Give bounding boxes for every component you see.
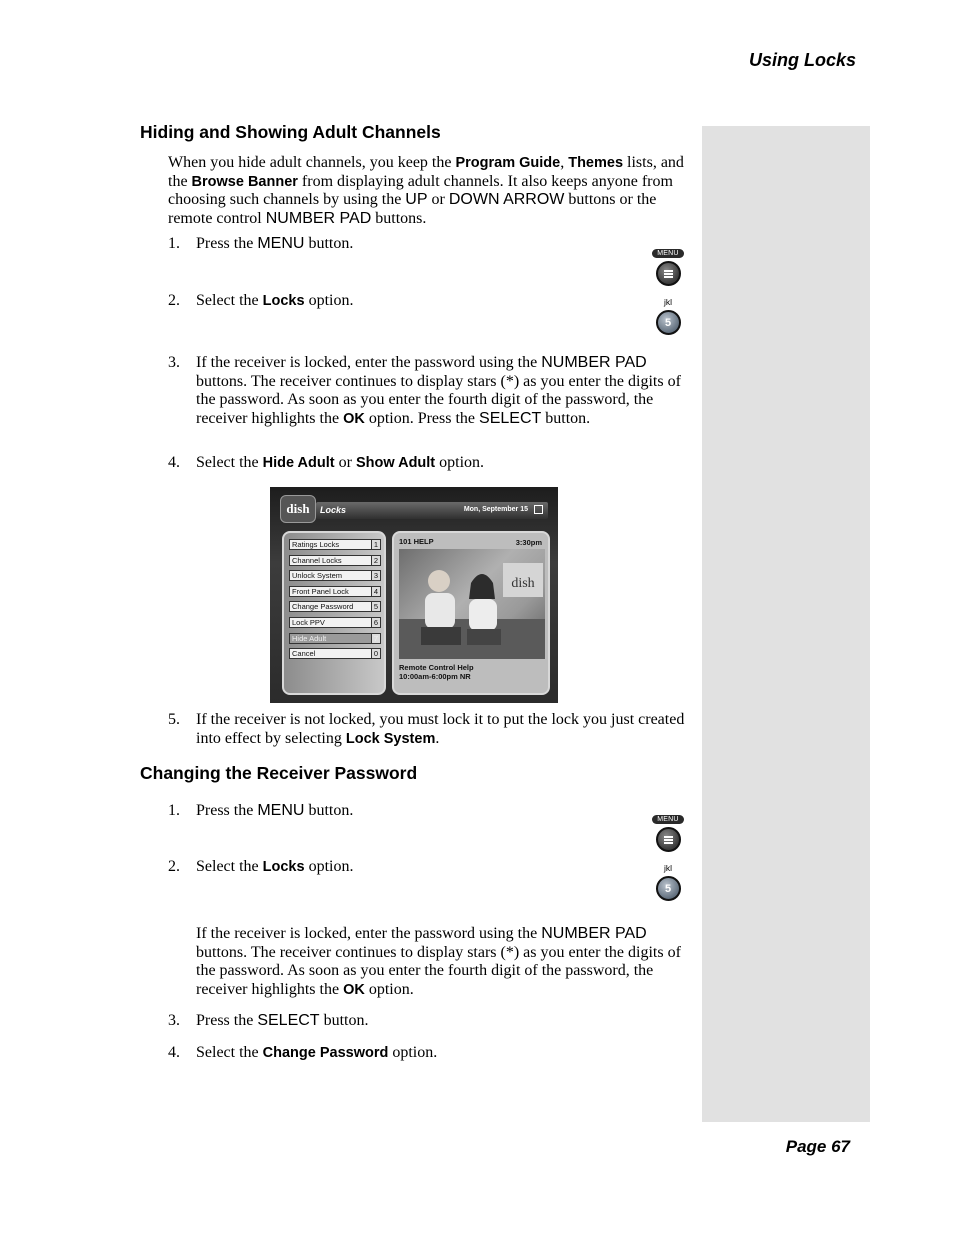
locks-menu-item: Hide Adult 7: [289, 633, 381, 644]
locks-menu-item: Front Panel Lock 4: [289, 586, 381, 597]
page-number: Page 67: [785, 1137, 850, 1156]
locks-menu-item: Ratings Locks 1: [289, 539, 381, 550]
program-info-panel: 101 HELP 3:30pm dish Remote Control Help 10:00am-6:00pm NR: [392, 531, 550, 695]
locks-menu-item: Cancel 0: [289, 648, 381, 659]
menu-button-icon: MENU: [650, 249, 686, 286]
section-heading-change-password: Changing the Receiver Password: [140, 763, 418, 783]
step2-select-locks: 2. Select the Locks option.: [168, 858, 354, 875]
running-head: Using Locks: [748, 50, 856, 70]
tv-icon: [534, 505, 543, 514]
intro-paragraph: When you hide adult channels, you keep the Program Guide, Themes lists, and the Browse Banner from displaying adult channels. It also keeps anyone from choosing such channels by using the UP or DOWN ARROW buttons or the remote control NUMBER PAD buttons.: [168, 154, 684, 228]
step2-press-select: 3. Press the SELECT button.: [168, 1012, 369, 1029]
svg-text:dish: dish: [511, 576, 535, 591]
step-press-menu: 1. Press the MENU button.: [168, 235, 354, 252]
locks-menu-screenshot: [270, 487, 558, 703]
step2-press-menu: 1. Press the MENU button.: [168, 802, 354, 819]
number-5-button-icon: jkl 5: [650, 298, 686, 335]
step-select-hide-adult: 4. Select the Hide Adult or Show Adult option.: [168, 454, 485, 471]
dish-logo: dish: [280, 495, 316, 523]
step-lock-system: 5. If the receiver is not locked, you must lock it to put the lock you just created into effect by selecting Lock System.: [168, 711, 685, 747]
locks-menu-item: Lock PPV 6: [289, 617, 381, 628]
locks-menu-item: Change Password 5: [289, 601, 381, 612]
password-note: If the receiver is locked, enter the password using the NUMBER PAD buttons. The receiver continues to display stars (*) as you enter the digits of the password. As soon as you enter the fourth digit of the password, the receiver highlights the OK option.: [196, 925, 681, 999]
screen-title-bar: Locks Mon, September 15: [316, 502, 548, 519]
locks-menu-item: Unlock System 3: [289, 570, 381, 581]
step-select-locks: 2. Select the Locks option.: [168, 292, 354, 309]
locks-menu-item: Channel Locks 2: [289, 555, 381, 566]
margin-sidebar: [702, 126, 870, 1122]
section-heading-hide-adult: Hiding and Showing Adult Channels: [140, 122, 441, 142]
step2-select-change-password: 4. Select the Change Password option.: [168, 1044, 438, 1061]
locks-menu-list: [282, 531, 386, 695]
video-preview: [399, 549, 545, 659]
step-enter-password: 3. If the receiver is locked, enter the password using the NUMBER PAD buttons. The receiver continues to display stars (*) as you enter the digits of the password. As soon as you enter the fourth digit of the password, the receiver highlights the OK option. Press the SELECT button.: [168, 354, 681, 428]
number-5-button-icon: jkl 5: [650, 864, 686, 901]
menu-button-icon: MENU: [650, 815, 686, 852]
